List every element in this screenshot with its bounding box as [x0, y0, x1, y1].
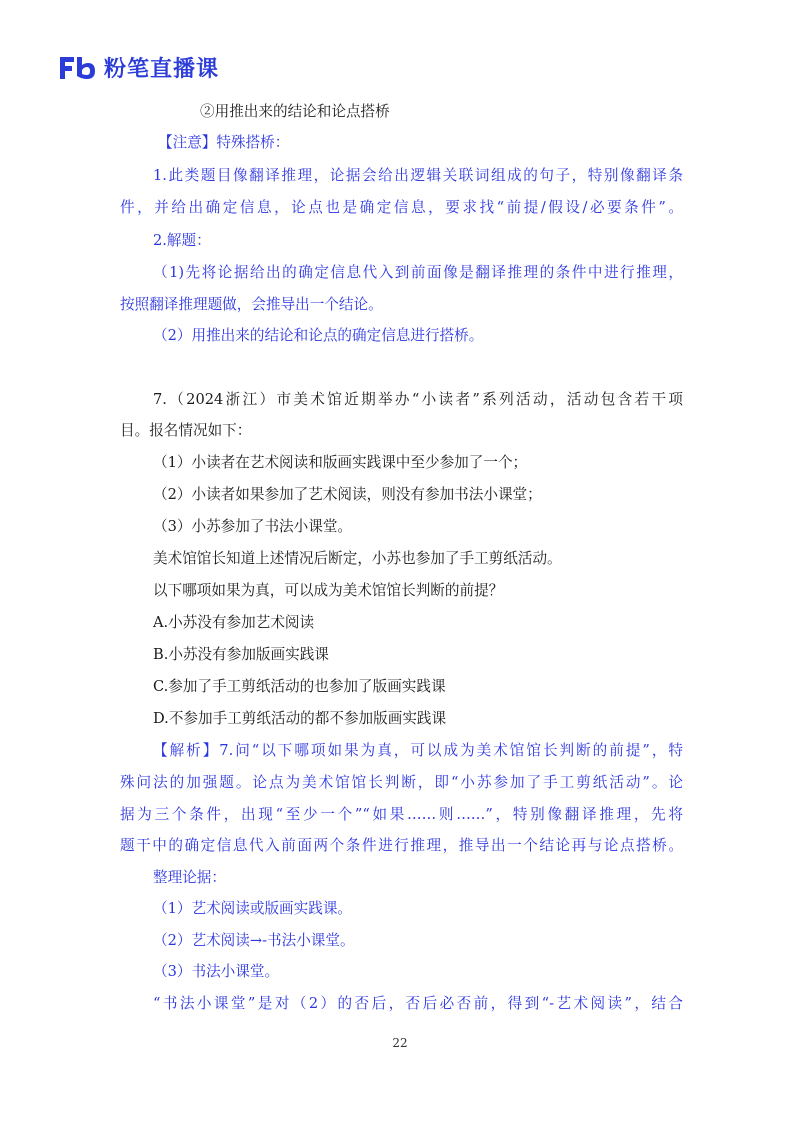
- brand-name: 粉笔直播课: [104, 57, 220, 82]
- question-stem: 7.（2024浙江）市美术馆近期举办“小读者”系列活动，活动包含若干项: [153, 391, 683, 408]
- analysis-line: （2）艺术阅读→-书法小课堂。: [153, 932, 355, 949]
- condition-item: （1）小读者在艺术阅读和版画实践课中至少参加了一个；: [153, 454, 528, 471]
- note-line: 2.解题：: [153, 232, 211, 249]
- question-stem: 目。报名情况如下：: [120, 422, 252, 439]
- analysis-line: （3）书法小课堂。: [153, 963, 280, 980]
- analysis-line: （1）艺术阅读或版画实践课。: [153, 900, 353, 917]
- brand-mark-icon: [57, 55, 97, 81]
- option-d: D.不参加手工剪纸活动的都不参加版画实践课: [153, 710, 447, 727]
- question-text: 美术馆馆长知道上述情况后断定，小苏也参加了手工剪纸活动。: [153, 550, 562, 567]
- brand-logo: [57, 52, 219, 83]
- analysis-line: 整理论据：: [153, 869, 226, 886]
- condition-item: （3）小苏参加了书法小课堂。: [153, 518, 353, 535]
- analysis-line: “书法小课堂”是对（2）的否后，否后必否前，得到“-艺术阅读”，结合: [153, 995, 683, 1012]
- note-line: （1)先将论据给出的确定信息代入到前面像是翻译推理的条件中进行推理，: [153, 264, 683, 281]
- analysis-line: 殊问法的加强题。论点为美术馆馆长判断，即“小苏参加了手工剪纸活动”。论: [120, 774, 683, 791]
- note-line: 件，并给出确定信息，论点也是确定信息，要求找“前提/假设/必要条件”。: [120, 199, 683, 216]
- note-line: 按照翻译推理题做，会推导出一个结论。: [120, 296, 383, 313]
- subheading: ②用推出来的结论和论点搭桥: [200, 103, 390, 120]
- note-heading: 【注意】特殊搭桥：: [158, 134, 290, 151]
- option-b: B.小苏没有参加版画实践课: [153, 646, 329, 663]
- option-c: C.参加了手工剪纸活动的也参加了版画实践课: [153, 678, 446, 695]
- page-number: 22: [392, 1036, 408, 1050]
- analysis-line: 【解析】7.问“以下哪项如果为真，可以成为美术馆馆长判断的前提”，特: [153, 742, 683, 759]
- analysis-line: 题干中的确定信息代入前面两个条件进行推理，推导出一个结论再与论点搭桥。: [120, 837, 683, 854]
- option-a: A.小苏没有参加艺术阅读: [153, 614, 315, 631]
- condition-item: （2）小读者如果参加了艺术阅读，则没有参加书法小课堂；: [153, 486, 542, 503]
- note-line: 1.此类题目像翻译推理，论据会给出逻辑关联词组成的句子，特别像翻译条: [153, 167, 683, 184]
- question-text: 以下哪项如果为真，可以成为美术馆馆长判断的前提？: [153, 582, 504, 599]
- note-line: （2）用推出来的结论和论点的确定信息进行搭桥。: [153, 327, 484, 344]
- analysis-line: 据为三个条件，出现“至少一个”“如果……则……”，特别像翻译推理，先将: [120, 806, 683, 823]
